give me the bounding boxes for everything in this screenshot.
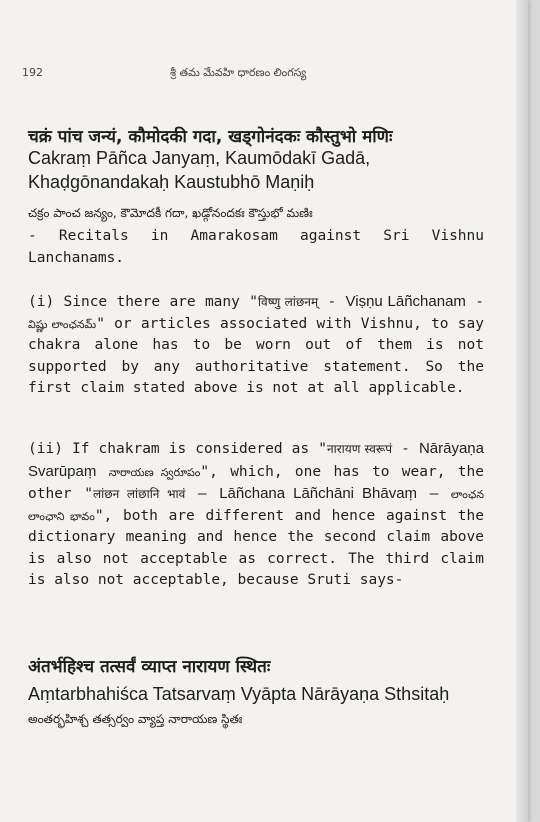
para-ii-latin-2: Lāñchana Lāñchāni Bhāvaṃ [219,485,418,502]
sanskrit-verse-1 [28,124,484,147]
para-i-text-2: - [318,294,346,310]
para-ii-text-7: ", both are different and hence against the dictionary meaning and hence the second claim above is also not acceptable as correct. The third claim is also not acceptable, because Sruti says- [28,507,484,588]
verse-2-telugu-block [28,712,484,729]
para-ii-devanagari-2: लांछन लांछानि भावं [92,487,186,501]
verse-2-latin: Aṃtarbhahiśca Tatsarvaṃ Vyāpta Nārāyaṇa Sthsitaḥ [28,684,450,704]
para-i-latin: Viṣṇu Lāñchanam [345,293,466,310]
para-ii-text-5: – [185,486,220,502]
verse-telugu: చక్రం పాంచ జన్యం, కౌమోదకీ గదా, ఖడ్గోనందకః కౌస్తుభో మణిః [28,206,313,220]
para-ii-text-4: ", which, one has to wear, the other " [28,463,484,502]
verse-devanagari: चक्रं पांच जन्यं, कौमोदकी गदा, खड्गोनंदकः कौस्तुभो मणिः [28,127,393,147]
page-edge [516,0,528,822]
paragraph-i [28,291,484,400]
verse-telugu-block [28,206,484,223]
verse-transliteration [28,146,484,194]
para-ii-telugu-2: లాంఛన లాంఛాని భావం [28,488,484,523]
para-ii-text-3 [96,464,108,480]
verse-latin-line-1: Cakraṃ Pāñca Janyaṃ, Kaumōdakī Gadā, [28,148,371,168]
para-ii-text-1: (ii) If chakram is considered as " [28,441,327,457]
para-i-devanagari: विष्णु लांछनम् [257,295,319,309]
para-ii-text-2: - [392,441,419,457]
page-number: 192 [22,66,43,79]
para-ii-text-6: – [417,486,451,502]
sanskrit-verse-2 [28,654,484,677]
para-i-telugu: విష్ణు లాంఛనమ్ [28,317,97,331]
para-ii-latin-1: Nārāyaṇa Svarūpaṃ [28,440,484,480]
verse-2-transliteration [28,682,484,706]
para-i-text-3: - [465,294,484,310]
recitals-note: - Recitals in Amarakosam against Sri Vishnu Lanchanams. [28,228,484,266]
para-i-text-1: (i) Since there are many " [28,294,258,310]
verse-2-telugu: అంతర్భహిశ్చ తత్సర్వం వ్యాప్త నారాయణ స్థితః [28,712,243,726]
paragraph-ii [28,438,484,592]
verse-2-devanagari: अंतर्भहिश्च तत्सर्वं व्याप्त नारायण स्थितः [28,657,271,677]
para-ii-telugu-1: నారాయణ స్వరూపం [108,465,201,479]
running-title: శ్రీ తమ మేవహి ధారణం లింగస్య [170,66,307,79]
verse-latin-line-2: Khaḍgōnandakaḥ Kaustubhō Maṇiḥ [28,172,315,192]
para-ii-devanagari-1: नारायण स्वरूपं [326,442,393,456]
para-i-text-4: " or articles associated with Vishnu, to say chakra alone has to be worn out of them is not supported by any authoritative statement. So the first claim stated above is not at all applicable. [28,315,484,396]
